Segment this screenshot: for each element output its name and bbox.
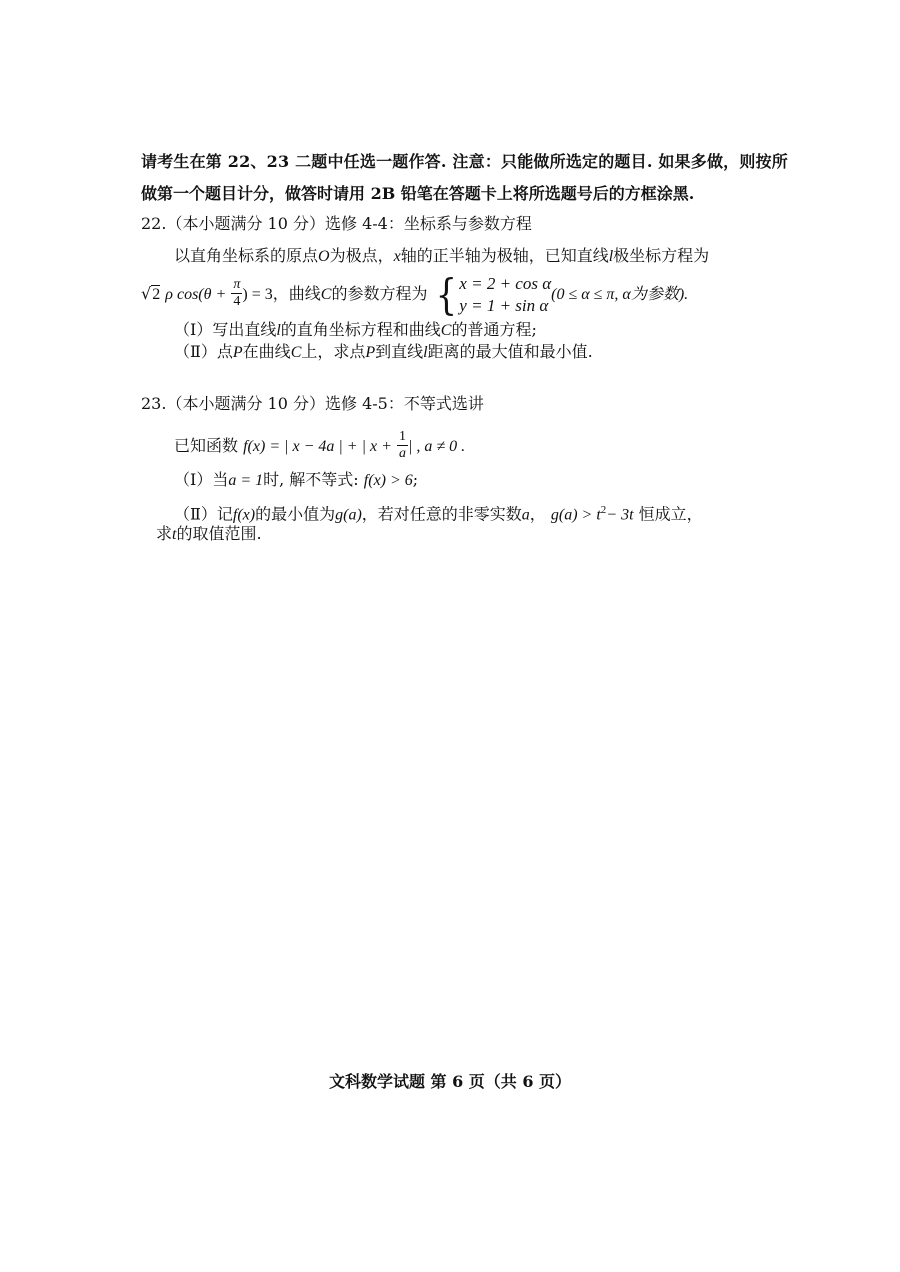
var-O: O: [318, 248, 330, 265]
q23-part2-text: 的取值范围.: [176, 524, 262, 543]
page-footer: 文科数学试题 第 6 页（共 6 页）: [328, 1072, 572, 1091]
q23-stem-text: 已知函数: [174, 436, 239, 455]
q23-heading: 23.（本小题满分 10 分）选修 4-5：不等式选讲: [141, 394, 484, 413]
var-C: C: [440, 322, 452, 339]
q23-part2-text: 恒成立，: [638, 504, 703, 524]
fraction-numerator: π: [233, 277, 241, 292]
function-tail: | , a ≠ 0 .: [408, 438, 466, 455]
q23-part1-text: （Ⅰ）当: [174, 470, 229, 489]
q22-stem-text: 轴的正半轴为极轴，已知直线: [400, 246, 609, 265]
sqrt-symbol: √: [141, 284, 152, 303]
q22-stem-text: 极坐标方程为: [613, 246, 710, 265]
q23-part-1: [174, 468, 418, 493]
function-fx: f(x) = | x − 4a | + | x +: [243, 438, 392, 455]
sqrt-arg: 2: [152, 286, 161, 303]
q23-part2-text: 求: [156, 524, 173, 543]
q22-part1-text: 的直角坐标方程和曲线: [280, 320, 441, 339]
inequality-left: g(a) > t: [550, 506, 601, 524]
q22-part1-text: 的普通方程;: [451, 320, 537, 339]
var-a: a: [521, 506, 530, 524]
inequality-fx-gt-6: f(x) > 6: [363, 472, 413, 489]
fraction-1-over-a: [397, 429, 408, 462]
q22-eq-text: 的参数方程为: [331, 284, 428, 303]
q22-part-2: [174, 340, 593, 365]
var-P: P: [365, 344, 376, 361]
instructions-line-1: 请考生在第 22、23 二题中任选一题作答. 注意：只能做所选定的题目. 如果多做，则按所: [141, 152, 788, 171]
q23-part1-text: ;: [412, 470, 419, 489]
q23-part1-text: 时, 解不等式:: [263, 470, 359, 489]
q22-equation-line: [141, 269, 689, 319]
exponent: 2: [600, 504, 607, 516]
q22-stem-text: 以直角坐标系的原点: [174, 246, 319, 265]
fraction-pi-over-4: [231, 277, 242, 310]
left-brace: {: [435, 269, 457, 319]
fraction-denominator: 4: [233, 294, 241, 309]
var-C: C: [320, 286, 332, 303]
q22-part2-text: 上，求点: [301, 342, 366, 361]
var-l: l: [608, 248, 614, 265]
expr-ga: g(a): [335, 506, 362, 524]
parametric-system: [433, 269, 552, 319]
q23-part2-text: （Ⅱ）记: [174, 504, 233, 524]
param-x: x = 2 + cos α: [459, 273, 552, 293]
fraction-denominator: a: [399, 446, 406, 461]
var-t: t: [172, 526, 177, 543]
var-C: C: [290, 344, 302, 361]
var-l: l: [423, 344, 428, 361]
q23-part-2-line-2: [156, 522, 262, 547]
q22-heading: 22.（本小题满分 10 分）选修 4-4：坐标系与参数方程: [141, 214, 532, 233]
q22-part2-text: 距离的最大值和最小值.: [427, 342, 593, 361]
param-y: y = 1 + sin α: [459, 295, 549, 315]
q23-part2-text: ，: [529, 504, 546, 524]
var-l: l: [276, 322, 281, 339]
polar-expr: ρ cos(θ +: [165, 286, 227, 303]
q23-part2-text: 的最小值为: [255, 504, 336, 524]
equation-a-equals-1: a = 1: [228, 472, 264, 489]
polar-rhs: ) = 3: [242, 286, 273, 303]
instructions-line-2: 做第一个题目计分，做答时请用 2B 铅笔在答题卡上将所选题号后的方框涂黑.: [141, 184, 695, 203]
expr-fx: f(x): [232, 506, 256, 524]
fraction-numerator: 1: [399, 429, 406, 444]
q22-stem-text: 为极点，: [329, 246, 394, 265]
q22-eq-text: ，曲线: [272, 284, 321, 303]
var-x: x: [393, 248, 401, 265]
q22-stem-line-1: [174, 244, 709, 269]
q22-part2-text: 在曲线: [242, 342, 291, 361]
q22-part1-text: （Ⅰ）写出直线: [174, 320, 277, 339]
q23-stem: [174, 424, 465, 469]
inequality-right: − 3t: [606, 506, 634, 524]
var-P: P: [232, 344, 243, 361]
parametric-rows: [459, 273, 551, 317]
param-condition: (0 ≤ α ≤ π, α为参数).: [551, 286, 689, 303]
q22-part2-text: 到直线: [375, 342, 424, 361]
q23-part2-text: ，若对任意的非零实数: [361, 504, 522, 524]
q22-part2-text: （Ⅱ）点: [174, 342, 233, 361]
